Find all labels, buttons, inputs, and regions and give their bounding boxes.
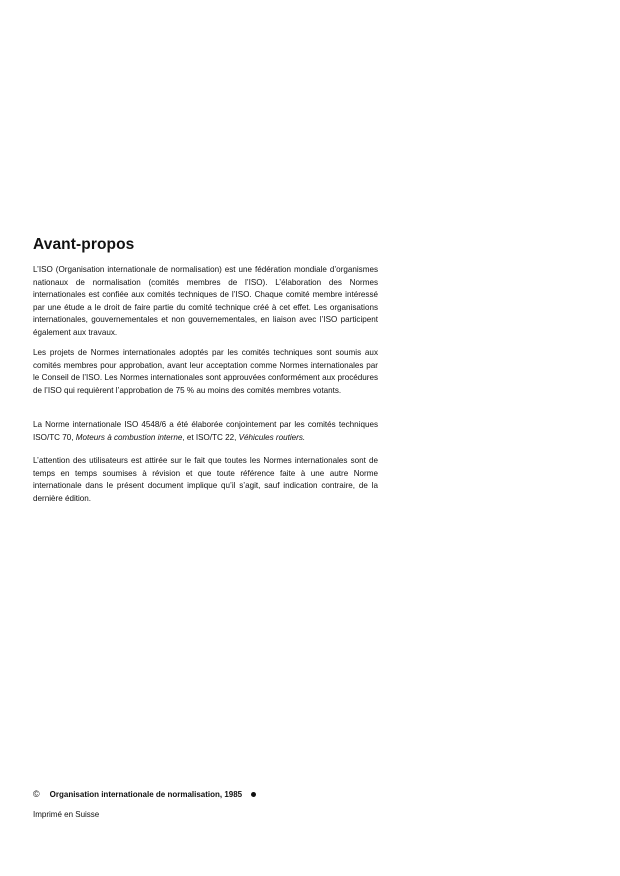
paragraph-standard-connector: , et ISO/TC 22, bbox=[182, 432, 239, 442]
page-title: Avant-propos bbox=[33, 236, 135, 253]
copyright-line bbox=[33, 789, 256, 799]
paragraph-revision-notice: L’attention des utilisateurs est attirée sur le fait que toutes les Normes internationales sont de temps en temps soumises à révision et que toute référence faite à une autre Norme internationale dans le présent document implique qu’il s’agit, sauf indication contraire, de la dernière édition. bbox=[33, 456, 378, 503]
paragraph-standard-text: La Norme internationale ISO 4548/6 a été élaborée conjointement par les comités techniques ISO/TC 70, bbox=[33, 420, 378, 442]
committee-title-vehicles: Véhicules routiers. bbox=[238, 432, 306, 442]
paragraph-iso-intro: L’ISO (Organisation internationale de normalisation) est une fédération mondiale d’organismes nationaux de normalisation (comités membres de l’ISO). L’élaboration des Normes internationales est confiée aux comités techniques de l’ISO. Chaque comité membre intéressé par une étude a le droit de faire partie du comité technique créé à cet effet. Les organisations internationales, gouvernementales et non gouvernementales, en liaison avec l’ISO participent également aux travaux. bbox=[33, 265, 378, 337]
printed-in: Imprimé en Suisse bbox=[33, 810, 100, 819]
paragraph-approval: Les projets de Normes internationales adoptés par les comités techniques sont soumis aux comités membres pour approbation, avant leur acceptation comme Normes internationales par le Conseil de l’ISO. Les Normes internationales sont approuvées conformément aux procédures de l’ISO qui requièrent l’approbation de 75 % au moins des comités membres votants. bbox=[33, 348, 378, 395]
copyright-organization: Organisation internationale de normalisation, 1985 bbox=[49, 789, 243, 799]
committee-title-engines: Moteurs à combustion interne bbox=[75, 432, 183, 442]
copyright-icon: © bbox=[33, 789, 40, 799]
bullet-icon bbox=[251, 792, 256, 797]
paragraph-standard bbox=[33, 419, 378, 444]
